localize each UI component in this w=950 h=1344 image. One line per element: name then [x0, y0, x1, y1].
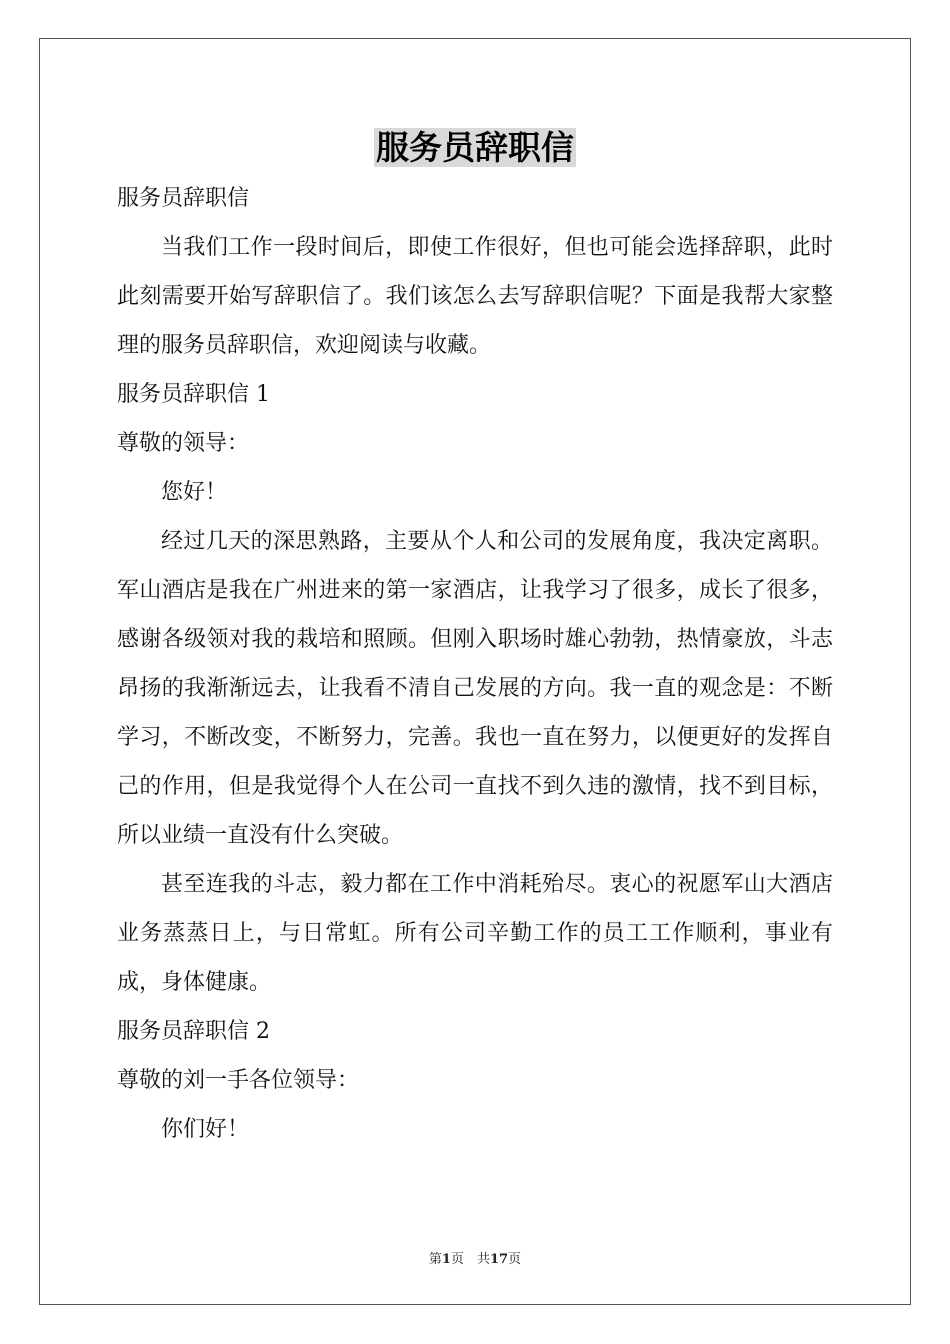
page-footer [0, 1248, 950, 1267]
document-title-text: 服务员辞职信 [376, 128, 574, 167]
paragraph: 当我们工作一段时间后，即使工作很好，但也可能会选择辞职，此时此刻需要开始写辞职信了。我们该怎么去写辞职信呢？下面是我帮大家整理的服务员辞职信，欢迎阅读与收藏。 [117, 235, 833, 358]
footer-page-total: 17 [489, 1252, 509, 1267]
document-body [117, 174, 833, 1154]
footer-page-mid: 页 共 [450, 1252, 490, 1267]
paragraph: 服务员辞职信 1 [117, 382, 270, 407]
footer-page-suffix: 页 [508, 1252, 522, 1267]
paragraph: 经过几天的深思熟路，主要从个人和公司的发展角度，我决定离职。军山酒店是我在广州进来的第一家酒店，让我学习了很多，成长了很多，感谢各级领对我的栽培和照顾。但刚入职场时雄心勃勃，热情豪放，斗志昂扬的我渐渐远去，让我看不清自己发展的方向。我一直的观念是：不断学习，不断改变，不断努力，完善。我也一直在努力，以便更好的发挥自己的作用，但是我觉得个人在公司一直找不到久违的激情，找不到目标，所以业绩一直没有什么突破。 [117, 529, 833, 848]
paragraph: 服务员辞职信 [117, 186, 250, 211]
paragraph: 您好！ [161, 480, 228, 505]
paragraph: 甚至连我的斗志，毅力都在工作中消耗殆尽。衷心的祝愿军山大酒店业务蒸蒸日上，与日常虹。所有公司辛勤工作的员工工作顺利，事业有成，身体健康。 [117, 872, 833, 995]
paragraph: 尊敬的刘一手各位领导： [117, 1068, 360, 1093]
footer-page-prefix: 第 [428, 1252, 442, 1267]
document-title [0, 124, 950, 172]
footer-page-current: 1 [441, 1252, 451, 1267]
paragraph: 服务员辞职信 2 [117, 1019, 270, 1044]
paragraph: 你们好！ [161, 1117, 250, 1142]
paragraph: 尊敬的领导： [117, 431, 250, 456]
